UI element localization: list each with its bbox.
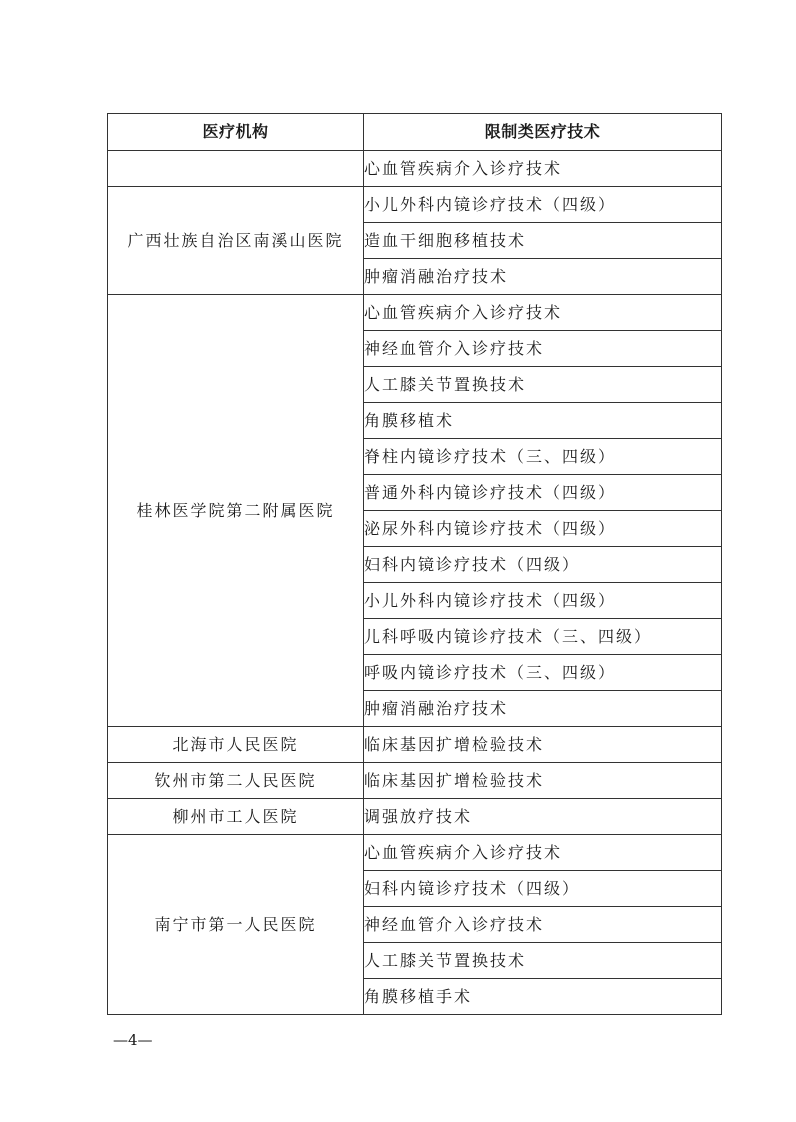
table-row [108,151,722,187]
institution-cell [108,151,364,187]
institution-cell: 钦州市第二人民医院 [108,763,364,799]
technology-cell: 调强放疗技术 [364,799,722,835]
technology-cell: 泌尿外科内镜诊疗技术（四级） [364,511,722,547]
table-row [108,295,722,331]
restricted-technology-table [107,113,722,1015]
technology-cell: 角膜移植手术 [364,979,722,1015]
institution-cell: 柳州市工人医院 [108,799,364,835]
technology-cell: 心血管疾病介入诊疗技术 [364,151,722,187]
technology-cell: 造血干细胞移植技术 [364,223,722,259]
technology-cell: 肿瘤消融治疗技术 [364,259,722,295]
technology-cell: 妇科内镜诊疗技术（四级） [364,871,722,907]
technology-cell: 小儿外科内镜诊疗技术（四级） [364,583,722,619]
institution-cell: 广西壮族自治区南溪山医院 [108,187,364,295]
technology-cell: 神经血管介入诊疗技术 [364,907,722,943]
technology-cell: 临床基因扩增检验技术 [364,763,722,799]
table-row [108,763,722,799]
technology-cell: 神经血管介入诊疗技术 [364,331,722,367]
technology-cell: 小儿外科内镜诊疗技术（四级） [364,187,722,223]
technology-cell: 普通外科内镜诊疗技术（四级） [364,475,722,511]
technology-cell: 脊柱内镜诊疗技术（三、四级） [364,439,722,475]
table-row [108,727,722,763]
table-row [108,835,722,871]
technology-cell: 人工膝关节置换技术 [364,367,722,403]
table-body [108,151,722,1015]
technology-cell: 角膜移植术 [364,403,722,439]
institution-cell: 桂林医学院第二附属医院 [108,295,364,727]
table-header-row [108,114,722,151]
technology-cell: 呼吸内镜诊疗技术（三、四级） [364,655,722,691]
institution-cell: 北海市人民医院 [108,727,364,763]
technology-cell: 妇科内镜诊疗技术（四级） [364,547,722,583]
header-institution: 医疗机构 [108,114,364,151]
technology-cell: 人工膝关节置换技术 [364,943,722,979]
technology-cell: 肿瘤消融治疗技术 [364,691,722,727]
technology-cell: 心血管疾病介入诊疗技术 [364,835,722,871]
page-number: —4— [113,1031,153,1049]
technology-cell: 心血管疾病介入诊疗技术 [364,295,722,331]
table-row [108,799,722,835]
technology-cell: 儿科呼吸内镜诊疗技术（三、四级） [364,619,722,655]
table-row [108,187,722,223]
technology-cell: 临床基因扩增检验技术 [364,727,722,763]
institution-cell: 南宁市第一人民医院 [108,835,364,1015]
header-technology: 限制类医疗技术 [364,114,722,151]
